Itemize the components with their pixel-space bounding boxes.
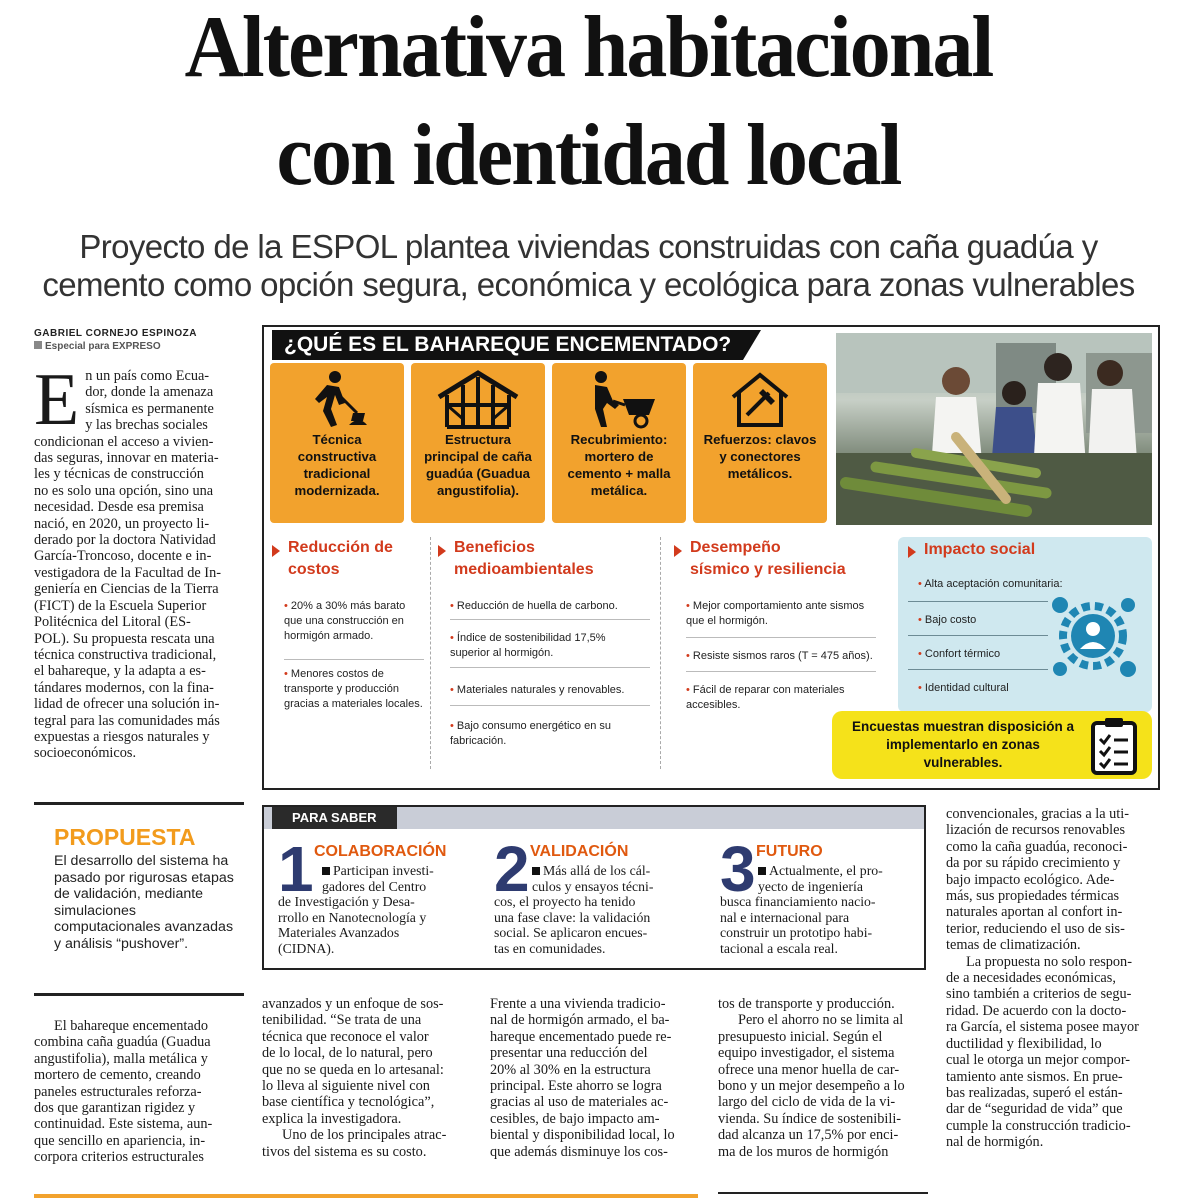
lead-line: tegral para las comunidades más — [34, 712, 220, 729]
lead-line: les y técnicas de construcción — [34, 466, 204, 483]
body-line: mortero de cemento, creando — [34, 1067, 201, 1084]
body-line: que no se queda en lo artesanal: — [262, 1061, 444, 1078]
divider — [908, 601, 1048, 602]
gears-people-icon — [1048, 591, 1138, 681]
lead-line: y las brechas sociales — [85, 417, 208, 434]
bullet: • Menores costos de transporte y producción gracias a materiales locales. — [284, 668, 423, 710]
divider — [686, 637, 876, 638]
lead-line: dor, donde la amenaza — [85, 384, 214, 401]
section-heading-line: costos — [288, 561, 340, 578]
item-line: nal e internacional para — [720, 909, 850, 925]
section-heading-line: sísmico y resiliencia — [690, 561, 846, 578]
lead-line: no es solo una opción, sino una — [34, 482, 214, 499]
subtitle-line1: Proyecto de la ESPOL plantea viviendas construidas con caña guadúa y — [79, 228, 1098, 265]
item-heading: FUTURO — [756, 843, 823, 860]
section-heading-line: Desempeño — [690, 539, 781, 556]
dropcap: E — [34, 359, 80, 441]
bullet: • Índice de sostenibilidad 17,5% superior al hormigón. — [450, 632, 606, 659]
body-line: El bahareque encementado — [54, 1018, 209, 1034]
lead-line: derado por la doctora Natividad — [34, 532, 216, 549]
body-line: Pero el ahorro no se limita al — [738, 1012, 904, 1029]
lead-line: das seguras, innovar en materia- — [34, 450, 219, 467]
impact-panel — [898, 537, 1152, 712]
wheelbarrow-icon — [579, 369, 659, 429]
divider — [450, 705, 650, 706]
body-line: vienda. Su índice de sostenibili- — [718, 1110, 902, 1127]
body-column-1 — [34, 1018, 244, 1166]
item-line: social. Se aplicaron encues- — [494, 925, 648, 941]
item-line: rrollo en Nanotecnología y — [278, 909, 427, 925]
lead-line: tándares modernos, con la fina- — [34, 679, 214, 696]
body-line: técnica que reconoce el valor — [262, 1028, 429, 1045]
para-saber-box — [262, 805, 926, 970]
body-column-4 — [718, 996, 928, 1160]
house-hammer-icon — [725, 369, 795, 429]
section-heading — [690, 537, 846, 581]
byline-author: GABRIEL CORNEJO ESPINOZA — [34, 328, 197, 339]
lead-line: (FICT) de la Escuela Superior — [34, 597, 207, 614]
arrow-icon — [908, 546, 916, 558]
item-heading: VALIDACIÓN — [530, 843, 629, 860]
body-line: tos de transporte y producción. — [718, 996, 895, 1012]
body-line: hareque encementado puede re- — [490, 1028, 672, 1045]
bottom-rule — [34, 1194, 698, 1198]
item-line: culos y ensayos técni- — [532, 878, 654, 894]
bullet: • Resiste sismos raros (T = 475 años). — [686, 650, 873, 662]
square-icon — [532, 867, 540, 875]
lead-line: García-Troncoso, docente e in- — [34, 548, 212, 565]
bullet: • Bajo consumo energético en su fabricación. — [450, 720, 612, 747]
body-line: base científica y tecnológica”, — [262, 1094, 435, 1111]
body-line: largo del ciclo de vida de la vi- — [718, 1094, 896, 1111]
body-column-3 — [490, 996, 700, 1160]
infographic — [262, 325, 1160, 790]
lead-line: socioeconómicos. — [34, 745, 137, 762]
bullet-text: Resiste sismos raros (T = 475 años). — [692, 650, 873, 662]
section-heading-line: Reducción de — [288, 539, 393, 556]
body-line: nal de hormigón. — [946, 1134, 1044, 1151]
item-number: 2 — [494, 833, 530, 905]
body-line: de lo local, de lo natural, pero — [262, 1045, 433, 1062]
section-heading-line: Beneficios — [454, 539, 535, 556]
item-line: cos, el proyecto ha tenido — [494, 894, 636, 910]
impact-item-text: Identidad cultural — [924, 682, 1009, 694]
item-line: tas en comunidades. — [494, 940, 606, 956]
body-line: principal. Este ahorro se logra — [490, 1078, 662, 1095]
lab-photo — [836, 333, 1152, 525]
item-line — [720, 863, 920, 879]
impact-item: • Identidad cultural — [918, 682, 1009, 694]
body-line: continuidad. Este sistema, aun- — [34, 1116, 213, 1133]
propuesta-top-rule — [34, 802, 244, 805]
impact-item: • Bajo costo — [918, 614, 977, 626]
bullet: • 20% a 30% más barato que una construcción en hormigón armado. — [284, 600, 406, 642]
body-line: lización de recursos renovables — [946, 822, 1126, 839]
item-line: de Investigación y Desa- — [278, 894, 415, 910]
body-line: dad alcanza un 17,5% por enci- — [718, 1127, 899, 1144]
lead-line: condicionan el acceso a vivien- — [34, 433, 214, 450]
body-line: naturales aportan al confort in- — [946, 904, 1123, 921]
item-line: (CIDNA). — [278, 940, 335, 956]
card-text: Estructura principal de caña guadúa (Guadua angustifolia). — [424, 432, 532, 498]
lead-line: nació, en 2020, un proyecto li- — [34, 515, 210, 532]
lead-paragraph — [34, 359, 244, 762]
bullet-text: Mejor comportamiento ante sismos que el hormigón. — [686, 600, 865, 627]
byline-role-wrap — [34, 341, 161, 352]
item-line: construir un prototipo habi- — [720, 925, 873, 941]
body-line: corpora criterios estructurales — [34, 1149, 204, 1166]
propuesta-heading: PROPUESTA — [54, 824, 196, 850]
lead-line: técnica constructiva tradicional, — [34, 646, 217, 663]
item-line-text: Más allá de los cál- — [543, 863, 651, 878]
body-line: cumple la construcción tradicio- — [946, 1117, 1131, 1134]
divider — [660, 537, 661, 769]
bullet: • Fácil de reparar con materiales accesibles. — [686, 684, 845, 711]
item-text — [494, 863, 694, 957]
item-line: Materiales Avanzados — [278, 925, 400, 941]
body-line: bas realizadas, superó el están- — [946, 1084, 1123, 1101]
body-line: tamiento ante sismos. En prue- — [946, 1068, 1123, 1085]
lead-line: el bahareque, y la adapta a es- — [34, 663, 206, 680]
body-line: tenibilidad. “Se trata de una — [262, 1012, 422, 1029]
lead-line: sísmica es permanente — [85, 400, 214, 417]
body-line: presupuesto inicial. Según el — [718, 1028, 883, 1045]
body-line: Frente a una vivienda tradicio- — [490, 996, 666, 1012]
para-saber-tag: PARA SABER — [272, 807, 397, 829]
lead-line: vestigadora de la Facultad de In- — [34, 564, 221, 581]
body-line: paneles estructurales reforza- — [34, 1083, 202, 1100]
divider — [450, 667, 650, 668]
card-text: Recubrimiento: mortero de cemento + malla metálica. — [567, 432, 671, 498]
card-reinforcement — [693, 363, 827, 523]
bottom-rule — [718, 1192, 928, 1194]
lead-line: expuestas a riesgos naturales y — [34, 728, 210, 745]
body-line: como la caña guadúa, reconoci- — [946, 838, 1128, 855]
infographic-title: ¿QUÉ ES EL BAHAREQUE ENCEMENTADO? — [272, 330, 743, 360]
bullet: • Materiales naturales y renovables. — [450, 684, 625, 696]
survey-callout — [832, 711, 1152, 779]
arrow-icon — [272, 545, 280, 557]
section-heading-line: medioambientales — [454, 561, 594, 578]
card-text: Refuerzos: clavos y conectores metálicos. — [703, 432, 817, 481]
headline-line1: Alternativa habitacional — [184, 0, 993, 96]
card-text: Técnica constructiva tradicional modernizada. — [294, 432, 380, 498]
body-line: combina caña guadúa (Guadua — [34, 1034, 211, 1051]
body-line: presentar una reducción del — [490, 1045, 648, 1062]
impact-heading: Impacto social — [924, 541, 1036, 558]
section-heading — [454, 537, 594, 581]
card-structure — [411, 363, 545, 523]
bullet-text: 20% a 30% más barato que una construcción en hormigón armado. — [284, 600, 406, 642]
item-line-text: Participan investi- — [333, 863, 434, 878]
body-line: tivos del sistema es su costo. — [262, 1143, 427, 1160]
lead-line: geniería en Ciencias de la Tierra — [34, 581, 219, 598]
body-column-2 — [262, 996, 472, 1160]
body-line: temas de climatización. — [946, 937, 1081, 954]
body-line: explica la investigadora. — [262, 1110, 402, 1127]
body-line: La propuesta no solo respon- — [966, 953, 1132, 970]
bullet-text: Índice de sostenibilidad 17,5% superior al hormigón. — [450, 632, 606, 659]
divider — [686, 671, 876, 672]
lead-line: necesidad. Desde esa premisa — [34, 499, 204, 516]
body-line: ductilidad y flexibilidad, lo — [946, 1035, 1102, 1052]
byline-role: Especial para EXPRESO — [45, 341, 161, 352]
body-line: bono y un mejor desempeño a lo — [718, 1078, 905, 1095]
body-line: da por su rápido crecimiento y — [946, 855, 1121, 872]
card-technique — [270, 363, 404, 523]
body-line: 20% al 30% en la estructura — [490, 1061, 651, 1078]
impact-item: • Alta aceptación comunitaria: — [918, 578, 1063, 590]
impact-item: • Confort térmico — [918, 648, 1001, 660]
body-line: lo lleva al siguiente nivel con — [262, 1078, 430, 1095]
body-line: que además disminuye los cos- — [490, 1143, 668, 1160]
item-line-text: Actualmente, el pro- — [769, 863, 883, 878]
body-line: angustifolia), malla metálica y — [34, 1050, 208, 1067]
item-number: 3 — [720, 833, 756, 905]
item-line — [494, 863, 694, 879]
item-line: yecto de ingeniería — [758, 878, 863, 894]
item-number: 1 — [278, 833, 314, 905]
lead-line: lidad de ofrecer una solución in- — [34, 696, 220, 713]
divider — [908, 635, 1048, 636]
item-heading: COLABORACIÓN — [314, 843, 447, 860]
propuesta-text: El desarrollo del sistema ha pasado por rigurosas etapas de validación, mediante simulaciones computacionales avanzadas y análisis “pushover”. — [54, 853, 234, 952]
square-icon — [758, 867, 766, 875]
body-line: gracias al uso de materiales ac- — [490, 1094, 669, 1111]
body-line: avanzados y un enfoque de sos- — [262, 996, 444, 1012]
divider — [908, 669, 1048, 670]
bullet-text: Bajo consumo energético en su fabricación. — [450, 720, 612, 747]
bullet-text: Reducción de huella de carbono. — [456, 600, 618, 612]
impact-item-text: Confort térmico — [924, 648, 1001, 660]
lead-line: n un país como Ecua- — [85, 368, 210, 384]
body-line: Uno de los principales atrac- — [282, 1127, 447, 1144]
body-line: ridad. De acuerdo con la docto- — [946, 1002, 1127, 1019]
body-line: terior, reduciendo el uso de sis- — [946, 920, 1125, 937]
body-line: ofrece una menor huella de car- — [718, 1061, 900, 1078]
body-line: cual le otorga un mejor compor- — [946, 1052, 1131, 1069]
propuesta-bottom-rule — [34, 993, 244, 996]
item-line: busca financiamiento nacio- — [720, 894, 876, 910]
worker-shovel-icon — [305, 369, 369, 429]
item-line — [278, 863, 486, 879]
body-line: ra García, el sistema posee mayor — [946, 1019, 1139, 1036]
arrow-icon — [438, 545, 446, 557]
item-line: gadores del Centro — [322, 878, 427, 894]
body-line: de a necesidades económicas, — [946, 970, 1116, 987]
bullet-text: Materiales naturales y renovables. — [456, 684, 625, 696]
bullet: • Reducción de huella de carbono. — [450, 600, 618, 612]
body-line: ma de los muros de hormigón — [718, 1143, 889, 1160]
section-heading — [288, 537, 393, 581]
item-line: tacional a escala real. — [720, 940, 838, 956]
bullet: • Mejor comportamiento ante sismos que el hormigón. — [686, 600, 865, 627]
body-line: biental y disponibilidad local, lo — [490, 1127, 675, 1144]
body-line: convencionales, gracias a la uti- — [946, 806, 1129, 822]
subtitle-line2: cemento como opción segura, económica y ecológica para zonas vulnerables — [42, 266, 1135, 303]
item-text — [720, 863, 920, 957]
body-line: dar de “seguridad de vida” que — [946, 1101, 1123, 1118]
item-text — [278, 863, 486, 957]
body-column-5 — [946, 806, 1156, 1151]
body-line: sino también a criterios de segu- — [946, 986, 1132, 1003]
body-line: nal de hormigón armado, el ba- — [490, 1012, 670, 1029]
arrow-icon — [674, 545, 682, 557]
bullet-text: Menores costos de transporte y producción gracias a materiales locales. — [284, 668, 423, 710]
lead-line: POL). Su propuesta rescata una — [34, 630, 215, 647]
house-frame-icon — [433, 369, 523, 429]
divider — [450, 619, 650, 620]
square-icon — [322, 867, 330, 875]
square-icon — [34, 341, 42, 349]
impact-item-text: Alta aceptación comunitaria: — [924, 578, 1063, 590]
divider — [284, 659, 424, 660]
body-line: más, sus propiedades térmicas — [946, 888, 1120, 905]
bullet-text: Fácil de reparar con materiales accesibles. — [686, 684, 845, 711]
card-coating — [552, 363, 686, 523]
clipboard-checklist-icon — [1090, 717, 1138, 775]
body-line: bajo impacto ecológico. Ade- — [946, 871, 1115, 888]
body-line: dos que garantizan rigidez y — [34, 1100, 196, 1117]
divider — [430, 537, 431, 769]
body-line: cesibles, de bajo impacto am- — [490, 1110, 660, 1127]
impact-item-text: Bajo costo — [924, 614, 977, 626]
item-line: una fase clave: la validación — [494, 909, 651, 925]
body-line: que sencillo en apariencia, in- — [34, 1132, 206, 1149]
body-line: equipo investigador, el sistema — [718, 1045, 895, 1062]
survey-text: Encuestas muestran disposición a implementarlo en zonas vulnerables. — [851, 719, 1075, 770]
headline-line2: con identidad local — [276, 107, 901, 204]
lead-line: Politécnica del Litoral (ES- — [34, 614, 191, 631]
